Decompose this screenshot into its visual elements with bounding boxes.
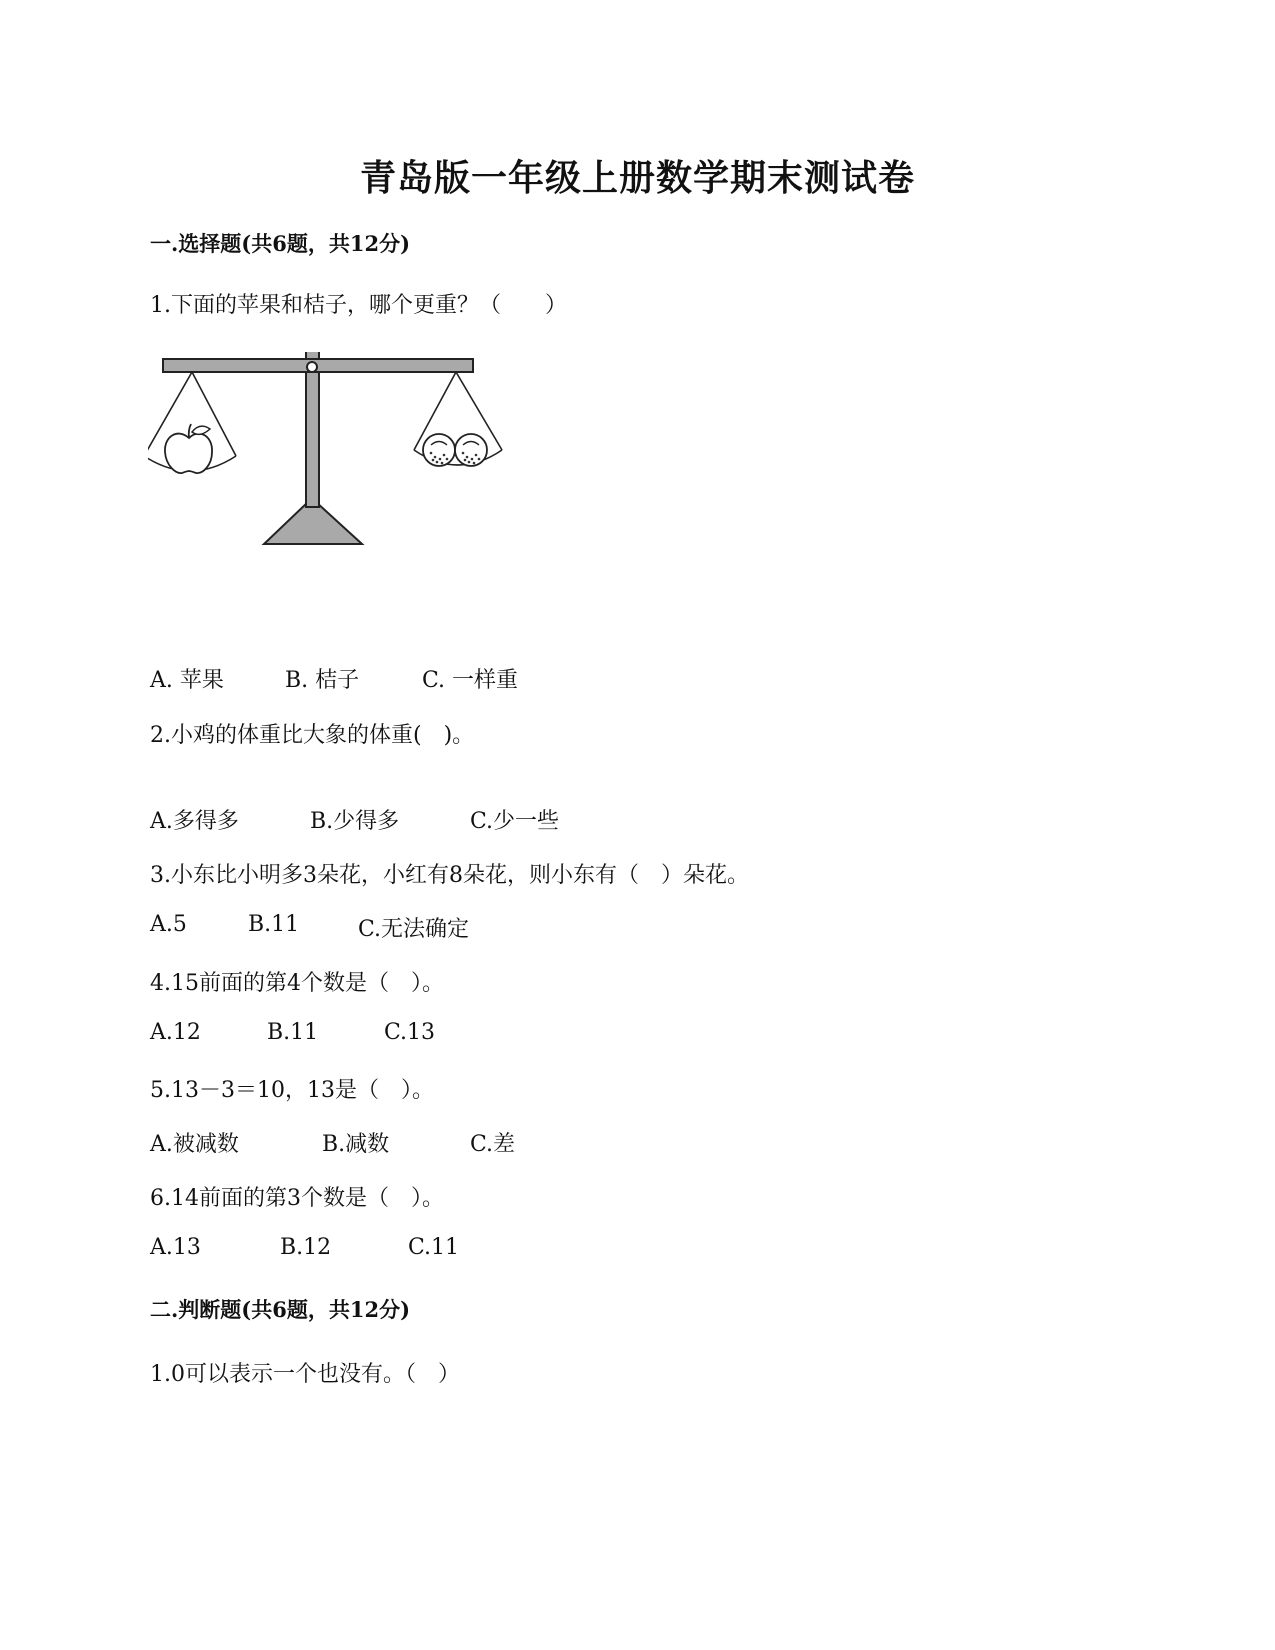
- q1-option-c: C. 一样重: [422, 668, 519, 693]
- q2-option-c: C.少一些: [470, 809, 560, 834]
- q6-option-b: B.12: [280, 1235, 332, 1260]
- balance-scale-figure: [148, 352, 532, 554]
- q6-option-c: C.11: [408, 1235, 460, 1260]
- q1-option-b: B. 桔子: [285, 668, 360, 693]
- q3-option-b: B.11: [248, 912, 300, 937]
- scale-pivot: [307, 362, 317, 372]
- apple-icon: [165, 424, 212, 473]
- judgement-question-1-text: 1.0可以表示一个也没有。（ ）: [150, 1362, 460, 1387]
- q1-option-a: A. 苹果: [150, 668, 224, 693]
- question-5-text: 5.13－3＝10，13是（ ）。: [150, 1078, 434, 1103]
- scale-base: [264, 502, 362, 544]
- question-6-text: 6.14前面的第3个数是（ ）。: [150, 1186, 444, 1211]
- q2-option-a: A.多得多: [150, 809, 239, 834]
- q4-option-c: C.13: [384, 1020, 436, 1045]
- q2-option-b: B.少得多: [310, 809, 400, 834]
- section-heading-judgement: 二.判断题(共6题，共12分): [150, 1297, 411, 1322]
- question-1-text: 1.下面的苹果和桔子，哪个更重？（ ）: [150, 293, 567, 318]
- q3-option-c: C.无法确定: [358, 917, 470, 942]
- question-2-text: 2.小鸡的体重比大象的体重( )。: [150, 723, 475, 748]
- q5-option-b: B.减数: [322, 1132, 390, 1157]
- q5-option-a: A.被减数: [150, 1132, 239, 1157]
- q4-option-a: A.12: [150, 1020, 201, 1045]
- section-heading-choice: 一.选择题(共6题，共12分): [150, 231, 411, 256]
- q4-option-b: B.11: [267, 1020, 319, 1045]
- page-title: 青岛版一年级上册数学期末测试卷: [359, 157, 915, 199]
- question-4-text: 4.15前面的第4个数是（ ）。: [150, 971, 444, 996]
- q5-option-c: C.差: [470, 1132, 516, 1157]
- q6-option-a: A.13: [150, 1235, 201, 1260]
- question-3-text: 3.小东比小明多3朵花，小红有8朵花，则小东有（ ）朵花。: [150, 863, 749, 888]
- orange-icon: [423, 434, 487, 466]
- scale-beam: [163, 359, 473, 372]
- scale-post: [306, 352, 319, 507]
- q3-option-a: A.5: [150, 912, 187, 937]
